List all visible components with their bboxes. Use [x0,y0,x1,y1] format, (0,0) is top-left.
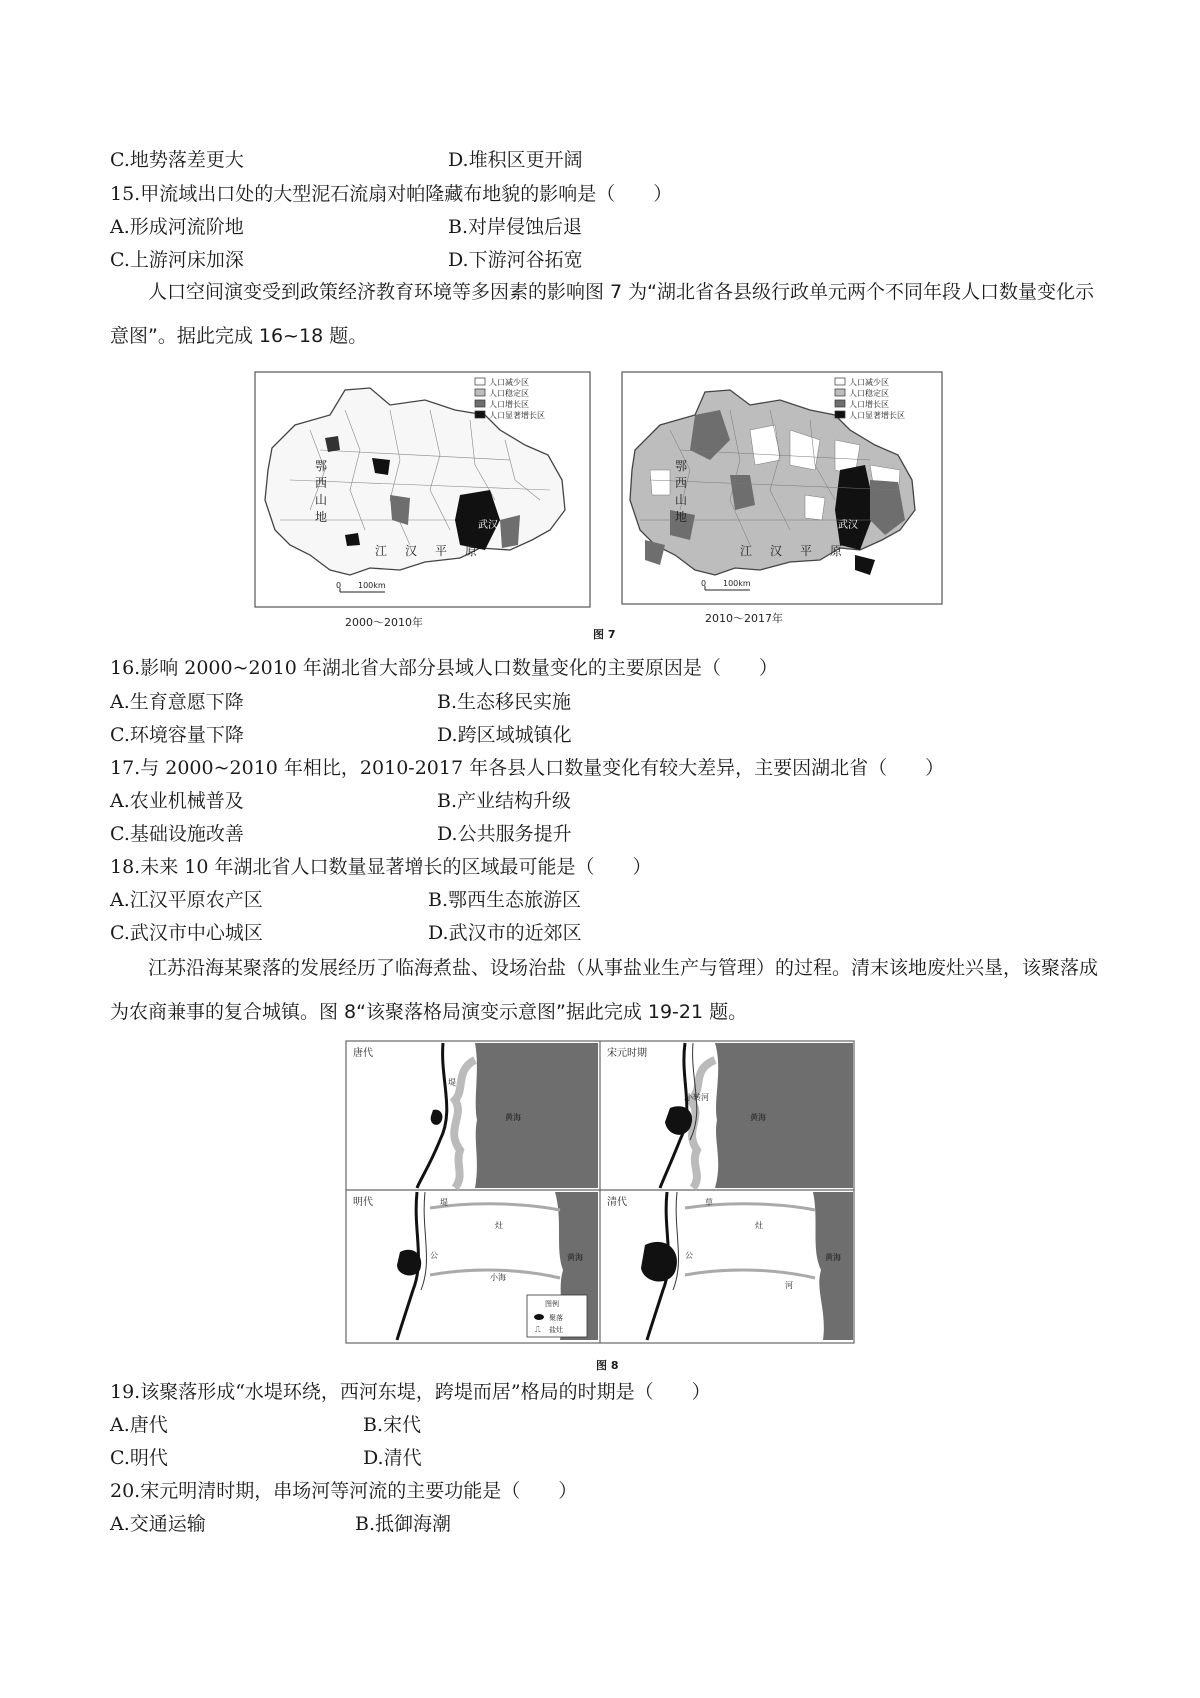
svg-text:黄海: 黄海 [825,1253,841,1262]
panel-label-ming: 明代 [353,1197,373,1208]
svg-text:公: 公 [685,1251,693,1260]
q15-option-c: C.上游河床加深 [110,249,244,271]
period-left: 2000～2010年 [345,616,423,629]
left-plain-char-1: 江 [375,544,388,558]
left-west-char-2: 西 [315,476,328,490]
panel-label-qing: 清代 [607,1197,627,1208]
svg-text:100km: 100km [723,579,751,588]
legend-fig8 [527,1295,587,1337]
q20-option-b: B.抵御海潮 [355,1513,452,1535]
svg-text:人口显著增长区: 人口显著增长区 [849,411,905,420]
svg-text:人口稳定区: 人口稳定区 [849,389,889,398]
svg-text:小转河: 小转河 [685,1093,709,1102]
q19-option-d: D.清代 [363,1447,422,1469]
q14-option-d: D.堆积区更开阔 [448,149,583,171]
svg-text:人口增长区: 人口增长区 [489,400,529,409]
q17-option-a: A.农业机械普及 [110,790,244,812]
q18-option-c: C.武汉市中心城区 [110,922,263,944]
q18-option-b: B.鄂西生态旅游区 [428,889,582,911]
svg-text:黄海: 黄海 [505,1113,521,1122]
figure-7 [250,370,950,640]
right-plain-char-3: 平 [800,544,813,558]
q18-option-a: A.江汉平原农产区 [110,889,263,911]
q18-option-d: D.武汉市的近郊区 [428,922,582,944]
q19-option-c: C.明代 [110,1447,168,1469]
q20-stem: 20.宋元明清时期，串场河等河流的主要功能是（ ） [110,1480,578,1502]
q17-option-c: C.基础设施改善 [110,823,244,845]
svg-text:河: 河 [785,1281,793,1290]
svg-text:黄海: 黄海 [567,1253,583,1262]
right-west-char-2: 西 [675,476,688,490]
left-west-char-3: 山 [315,493,328,507]
q14-option-c: C.地势落差更大 [110,149,244,171]
q19-option-a: A.唐代 [110,1414,168,1436]
svg-text:0: 0 [336,581,342,590]
q15-stem: 15.甲流域出口处的大型泥石流扇对帕隆藏布地貌的影响是（ ） [110,183,673,205]
svg-text:灶: 灶 [755,1221,763,1230]
left-west-char-1: 鄂 [315,459,328,473]
svg-text:人口减少区: 人口减少区 [489,378,529,387]
svg-text:草: 草 [705,1198,713,1207]
svg-text:公: 公 [430,1251,438,1260]
q16-option-b: B.生态移民实施 [437,691,572,713]
period-right: 2010～2017年 [705,612,783,625]
right-west-char-3: 山 [675,493,688,507]
sea-songyuan [715,1043,853,1188]
q19-stem: 19.该聚落形成“水堤环绕，西河东堤，跨堤而居”格局的时期是（ ） [110,1381,711,1403]
figure-7-caption: 图 7 [593,628,616,641]
q15-option-a: A.形成河流阶地 [110,216,244,238]
q16-stem: 16.影响 2000~2010 年湖北省大部分县域人口数量变化的主要原因是（ ） [110,657,778,679]
svg-text:聚落: 聚落 [549,1314,563,1322]
q15-option-d: D.下游河谷拓宽 [448,249,583,271]
svg-text:堤: 堤 [448,1078,456,1087]
panel-label-tang: 唐代 [353,1048,373,1059]
q16-option-d: D.跨区域城镇化 [437,724,572,746]
q15-option-b: B.对岸侵蚀后退 [448,216,583,238]
right-plain-char-4: 原 [830,544,843,558]
right-city-label: 武汉 [838,520,858,531]
left-plain-char-4: 原 [465,544,478,558]
svg-text:⎍: ⎍ [535,1325,541,1334]
figure-8-caption: 图 8 [596,1359,619,1372]
svg-text:黄海: 黄海 [750,1113,766,1122]
svg-text:小海: 小海 [490,1273,506,1282]
q18-stem: 18.未来 10 年湖北省人口数量显著增长的区域最可能是（ ） [110,856,652,878]
q19-option-b: B.宋代 [363,1414,422,1436]
svg-text:堤: 堤 [440,1198,448,1207]
svg-text:图例: 图例 [545,1300,559,1308]
q16-option-c: C.环境容量下降 [110,724,244,746]
figure-8 [345,1040,855,1350]
right-west-char-1: 鄂 [675,459,688,473]
q20-option-a: A.交通运输 [110,1513,206,1535]
svg-text:人口减少区: 人口减少区 [849,378,889,387]
left-west-char-4: 地 [315,510,328,524]
intro-paragraph-2: 江苏沿海某聚落的发展经历了临海煮盐、设场治盐（从事盐业生产与管理）的过程。清末该地废灶兴垦，该聚落成为农商兼事的复合城镇。图 8“该聚落格局演变示意图”据此完成 19-21 题。 [110,957,1099,1023]
left-plain-char-3: 平 [435,544,448,558]
svg-text:人口稳定区: 人口稳定区 [489,389,529,398]
svg-text:100km: 100km [358,581,386,590]
intro-paragraph-1: 人口空间演变受到政策经济教育环境等多因素的影响图 7 为“湖北省各县级行政单元两个不同年段人口数量变化示意图”。据此完成 16~18 题。 [110,281,1095,347]
q16-option-a: A.生育意愿下降 [110,691,244,713]
svg-text:盐灶: 盐灶 [549,1326,563,1334]
q17-option-d: D.公共服务提升 [437,823,572,845]
right-west-char-4: 地 [675,510,688,524]
svg-text:人口显著增长区: 人口显著增长区 [489,411,545,420]
right-plain-char-1: 江 [740,544,753,558]
panel-label-songyuan: 宋元时期 [607,1048,647,1059]
svg-text:人口增长区: 人口增长区 [849,400,889,409]
left-city-label: 武汉 [478,520,498,531]
q17-stem: 17.与 2000~2010 年相比，2010-2017 年各县人口数量变化有较大差异，主要因湖北省（ ） [110,757,945,779]
svg-text:0: 0 [701,579,707,588]
left-plain-char-2: 汉 [405,544,418,558]
sea-tang [475,1043,598,1188]
q17-option-b: B.产业结构升级 [437,790,572,812]
right-plain-char-2: 汉 [770,544,783,558]
svg-text:灶: 灶 [495,1221,503,1230]
